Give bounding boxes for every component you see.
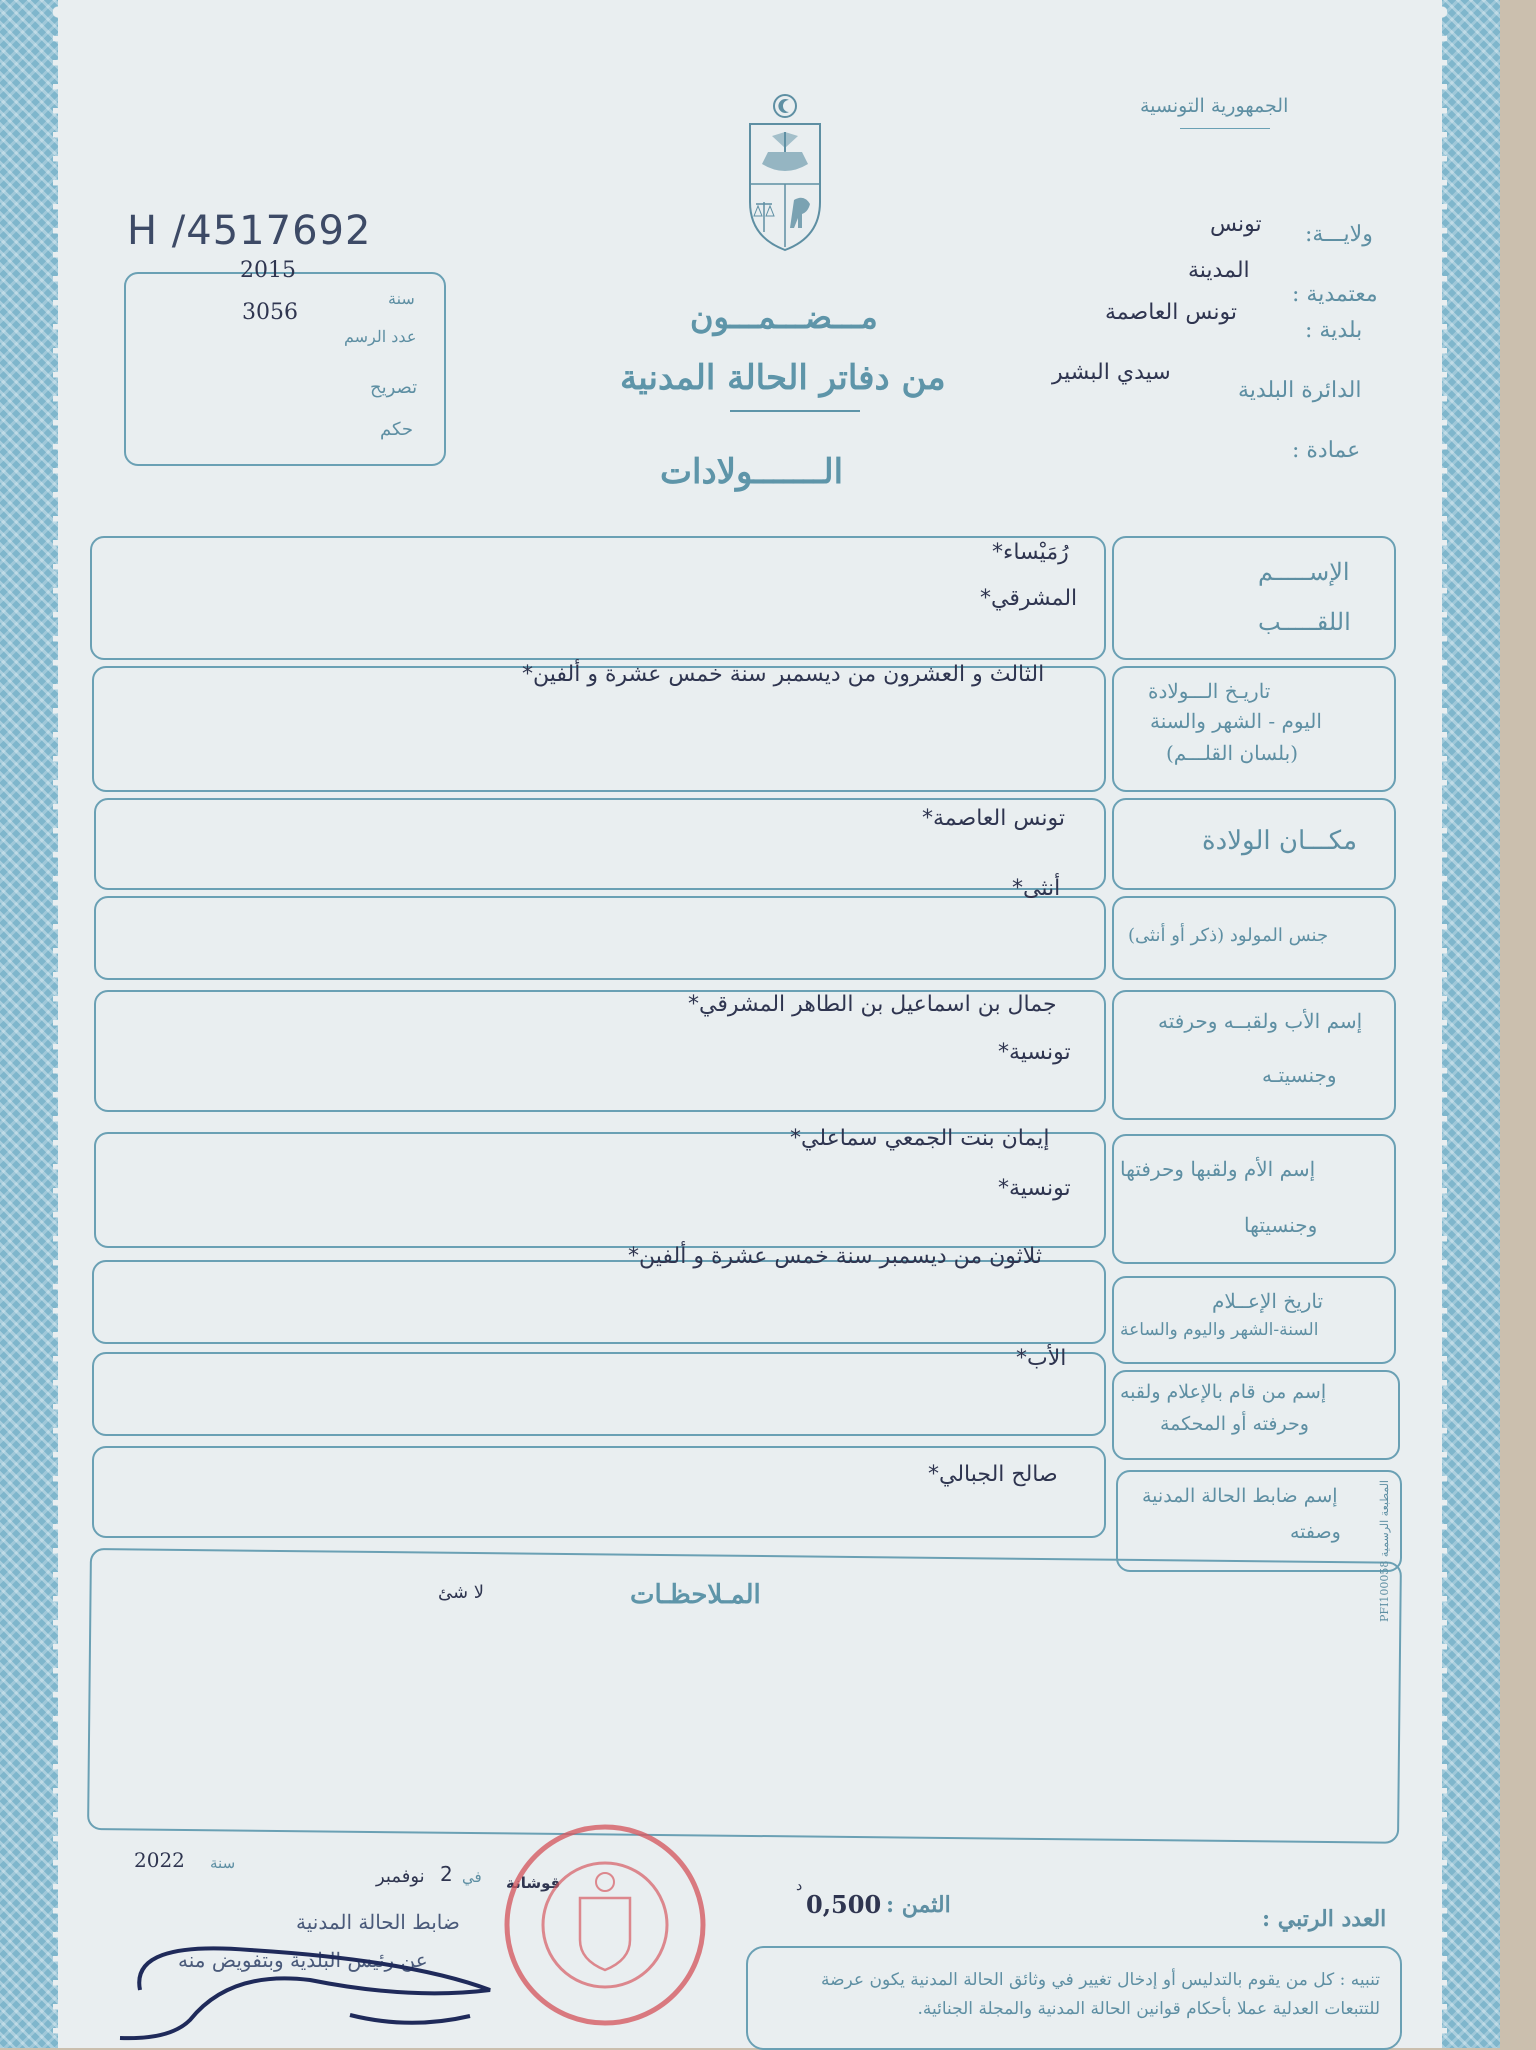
birth-place-label: مكـــان الولادة bbox=[1202, 826, 1358, 856]
serial-number: H /4517692 bbox=[127, 208, 372, 254]
declarant-value-box bbox=[92, 1352, 1106, 1436]
name-value-box bbox=[90, 536, 1106, 660]
price-label: الثمن : bbox=[886, 1892, 951, 1918]
sex-value-box bbox=[94, 896, 1106, 980]
decorative-border-right bbox=[1442, 0, 1500, 2048]
section-title-births: الـــــــولادات bbox=[660, 452, 844, 492]
wilaya-label: ولايـــة: bbox=[1305, 222, 1373, 247]
judgment-label: حكم bbox=[380, 419, 414, 440]
sex-label: جنس المولود (ذكر أو أنثى) bbox=[1128, 925, 1329, 946]
father-nationality-label: وجنسيتـه bbox=[1262, 1063, 1337, 1087]
printer-name: المطبعة الرسمية bbox=[1378, 1480, 1391, 1558]
declaration-date-label: تاريخ الإعــلام bbox=[1212, 1289, 1324, 1313]
officer-value: صالح الجبالي* bbox=[928, 1462, 1058, 1487]
officer-label: إسم ضابط الحالة المدنية bbox=[1142, 1485, 1338, 1507]
mother-value: إيمان بنت الجمعي سماعلي* bbox=[790, 1126, 1050, 1151]
first-name-label: الإســـــم bbox=[1258, 558, 1350, 586]
mother-nationality-value: تونسية* bbox=[998, 1176, 1071, 1201]
birth-date-note: (بلسان القلـــم) bbox=[1166, 741, 1299, 765]
officer-title-line2: عن رئيس البلدية وبتفويض منه bbox=[178, 1948, 428, 1972]
daira-value: سيدي البشير bbox=[1052, 360, 1171, 385]
mother-nationality-label: وجنسيتها bbox=[1244, 1213, 1318, 1237]
officer-title-line1: ضابط الحالة المدنية bbox=[296, 1910, 460, 1934]
sex-value: أنثى* bbox=[1012, 876, 1061, 901]
register-number-label: عدد الرسم bbox=[344, 327, 417, 346]
name-label-box bbox=[1112, 536, 1396, 660]
register-number-value: 3056 bbox=[242, 300, 298, 325]
tunisia-coat-of-arms-emblem bbox=[742, 92, 828, 252]
register-year-value: 2015 bbox=[240, 258, 296, 283]
remarks-label: المـلاحظـات bbox=[630, 1580, 761, 1610]
baladiya-label: بلدية : bbox=[1305, 318, 1363, 343]
declaration-date-value-box bbox=[92, 1260, 1106, 1344]
form-code: PFI100058 bbox=[1378, 1560, 1391, 1622]
father-label: إسم الأب ولقبــه وحرفته bbox=[1158, 1009, 1363, 1033]
father-value: جمال بن اسماعيل بن الطاهر المشرقي* bbox=[688, 992, 1057, 1017]
legal-notice-text: تنبيه : كل من يقوم بالتدليس أو إدخال تغيير في وثائق الحالة المدنية يكون عرضة للتتبعات العدلية عملا بأحكام قوانين الحالة المدنية والمجلة الجنائية. bbox=[821, 1970, 1380, 2019]
remarks-value: لا شئ bbox=[438, 1582, 485, 1603]
surname-label: اللقـــــب bbox=[1258, 608, 1351, 636]
title-underline bbox=[730, 410, 860, 412]
birth-date-label: تاريـخ الـــولادة bbox=[1148, 679, 1271, 703]
price-unit: د bbox=[796, 1878, 803, 1894]
father-nationality-value: تونسية* bbox=[998, 1040, 1071, 1065]
handwritten-signature bbox=[110, 1920, 530, 2048]
footer-day: 2 bbox=[440, 1862, 453, 1886]
printer-mark bbox=[1378, 1480, 1391, 1700]
footer-place: قوشانة bbox=[506, 1874, 561, 1892]
register-year-label: سنة bbox=[388, 289, 415, 308]
mother-label: إسم الأم ولقبها وحرفتها bbox=[1120, 1157, 1316, 1181]
serial-count-label: العدد الرتبي : bbox=[1262, 1906, 1387, 1932]
omada-label: عمادة : bbox=[1292, 438, 1361, 463]
republic-underline bbox=[1180, 128, 1270, 129]
birth-date-sublabel: اليوم - الشهر والسنة bbox=[1150, 709, 1322, 733]
document-title-line2: من دفاتر الحالة المدنية bbox=[620, 358, 946, 398]
footer-year-value: 2022 bbox=[134, 1848, 185, 1872]
baladiya-value: تونس العاصمة bbox=[1105, 300, 1237, 325]
birth-place-value: تونس العاصمة* bbox=[922, 806, 1065, 831]
republic-heading: الجمهورية التونسية bbox=[1140, 95, 1289, 117]
declarant-value: الأب* bbox=[1016, 1346, 1067, 1371]
municipal-seal-stamp bbox=[500, 1820, 710, 2030]
document-title-line1: مـــضـــمـــون bbox=[690, 298, 878, 336]
footer-month: نوفمبر bbox=[376, 1866, 425, 1887]
surname-value: المشرقي* bbox=[980, 586, 1078, 611]
declaration-date-sublabel: السنة-الشهر واليوم والساعة bbox=[1120, 1320, 1319, 1340]
price-value: 0,500 bbox=[806, 1890, 882, 1919]
daira-label: الدائرة البلدية bbox=[1238, 378, 1362, 403]
declaration-date-value: ثلاثون من ديسمبر سنة خمس عشرة و ألفين* bbox=[628, 1244, 1043, 1269]
officer-value-box bbox=[92, 1446, 1106, 1538]
mutamadiya-value: المدينة bbox=[1188, 258, 1250, 283]
mutamadiya-label: معتمدية : bbox=[1292, 282, 1378, 307]
decorative-border-left bbox=[0, 0, 58, 2048]
birth-date-value: الثالث و العشرون من ديسمبر سنة خمس عشرة و ألفين* bbox=[522, 662, 1045, 687]
declarant-label: إسم من قام بالإعلام ولقبه bbox=[1120, 1381, 1327, 1403]
declaration-label: تصريح bbox=[370, 377, 418, 398]
declarant-sublabel: وحرفته أو المحكمة bbox=[1160, 1413, 1309, 1435]
footer-day-prefix: في bbox=[462, 1868, 482, 1886]
officer-sublabel: وصفته bbox=[1290, 1521, 1341, 1543]
first-name-value: رُمَيْساء* bbox=[992, 540, 1069, 565]
footer-year-label: سنة bbox=[210, 1854, 236, 1872]
wilaya-value: تونس bbox=[1210, 212, 1262, 237]
